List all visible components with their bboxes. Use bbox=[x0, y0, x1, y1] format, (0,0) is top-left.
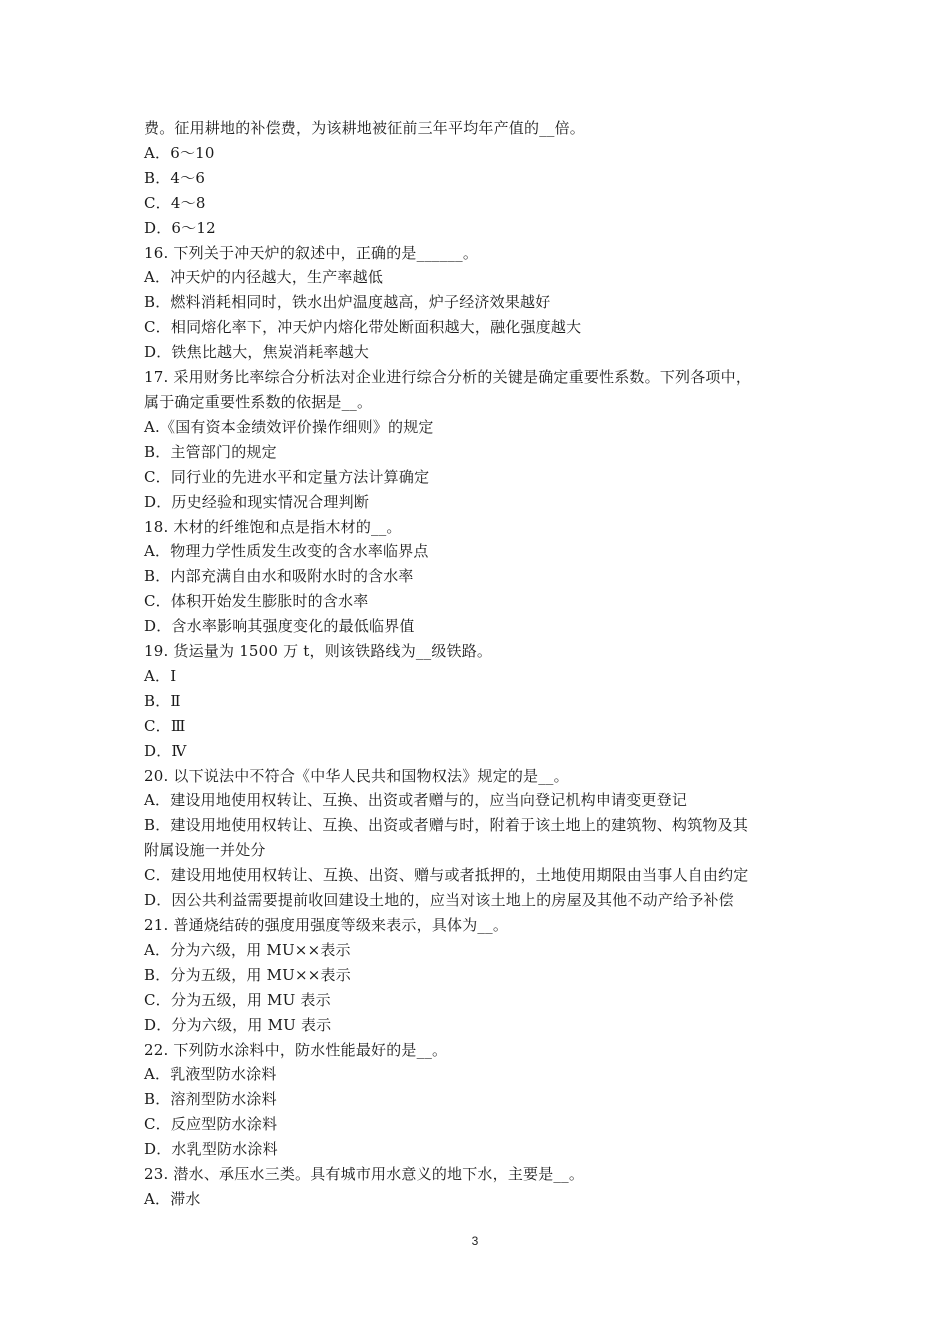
option-line-continued: 附属设施一并处分 bbox=[144, 841, 266, 860]
option-line: C．4～8 bbox=[144, 193, 206, 212]
option-line: D．铁焦比越大，焦炭消耗率越大 bbox=[144, 343, 370, 362]
option-line: D．含水率影响其强度变化的最低临界值 bbox=[144, 617, 415, 636]
option-line: B．建设用地使用权转让、互换、出资或者赠与时，附着于该土地上的建筑物、构筑物及其 bbox=[144, 816, 749, 835]
option-line: B．内部充满自由水和吸附水时的含水率 bbox=[144, 567, 414, 586]
question-20: 20. 以下说法中不符合《中华人民共和国物权法》规定的是__。 bbox=[144, 766, 569, 785]
option-line: B．4～6 bbox=[144, 168, 206, 187]
option-line: A．6～10 bbox=[144, 143, 215, 162]
question-17-continued: 属于确定重要性系数的依据是__。 bbox=[144, 392, 373, 411]
question-23: 23. 潜水、承压水三类。具有城市用水意义的地下水，主要是__。 bbox=[144, 1165, 585, 1184]
option-line: D．分为六级，用 MU 表示 bbox=[144, 1015, 332, 1034]
option-line: B．Ⅱ bbox=[144, 691, 181, 710]
option-line: A.《国有资本金绩效评价操作细则》的规定 bbox=[144, 417, 434, 436]
option-line: C．分为五级，用 MU 表示 bbox=[144, 990, 331, 1009]
option-line: B．燃料消耗相同时，铁水出炉温度越高，炉子经济效果越好 bbox=[144, 293, 551, 312]
option-line: A．物理力学性质发生改变的含水率临界点 bbox=[144, 542, 429, 561]
option-line: D．6～12 bbox=[144, 218, 216, 237]
option-line: A．冲天炉的内径越大，生产率越低 bbox=[144, 268, 384, 287]
option-line: C．反应型防水涂料 bbox=[144, 1115, 278, 1134]
option-line: C．相同熔化率下，冲天炉内熔化带处断面积越大，融化强度越大 bbox=[144, 318, 582, 337]
option-line: C．同行业的先进水平和定量方法计算确定 bbox=[144, 467, 430, 486]
document-body bbox=[144, 116, 810, 1212]
option-line: A．滞水 bbox=[144, 1189, 201, 1208]
question-16: 16. 下列关于冲天炉的叙述中，正确的是______。 bbox=[144, 243, 479, 262]
question-17: 17. 采用财务比率综合分析法对企业进行综合分析的关键是确定重要性系数。下列各项中， bbox=[144, 368, 752, 387]
option-line: C．Ⅲ bbox=[144, 716, 186, 735]
option-line: C．体积开始发生膨胀时的含水率 bbox=[144, 592, 369, 611]
option-line: A．分为六级，用 MU××表示 bbox=[144, 940, 351, 959]
option-line: D．水乳型防水涂料 bbox=[144, 1140, 278, 1159]
question-21: 21. 普通烧结砖的强度用强度等级来表示，具体为__。 bbox=[144, 916, 509, 934]
page-number: 3 bbox=[471, 1234, 479, 1248]
question-18: 18. 木材的纤维饱和点是指木材的__。 bbox=[144, 517, 402, 536]
option-line: D．因公共利益需要提前收回建设土地的，应当对该土地上的房屋及其他不动产给予补偿 bbox=[144, 891, 734, 910]
option-line: A．乳液型防水涂料 bbox=[144, 1065, 277, 1084]
option-line: B．分为五级，用 MU××表示 bbox=[144, 965, 351, 984]
question-22: 22. 下列防水涂料中，防水性能最好的是__。 bbox=[144, 1040, 448, 1059]
option-line: A．Ⅰ bbox=[144, 666, 177, 685]
option-line: D．Ⅳ bbox=[144, 741, 187, 760]
question-19: 19. 货运量为 1500 万 t，则该铁路线为__级铁路。 bbox=[144, 642, 493, 661]
option-line: D．历史经验和现实情况合理判断 bbox=[144, 492, 370, 511]
option-line: A．建设用地使用权转让、互换、出资或者赠与的，应当向登记机构申请变更登记 bbox=[144, 791, 688, 810]
option-line: B．溶剂型防水涂料 bbox=[144, 1090, 277, 1109]
option-line: B．主管部门的规定 bbox=[144, 442, 277, 461]
option-line: C．建设用地使用权转让、互换、出资、赠与或者抵押的，土地使用期限由当事人自由约定 bbox=[144, 866, 749, 885]
text-line: 费。征用耕地的补偿费，为该耕地被征前三年平均年产值的__倍。 bbox=[144, 119, 586, 137]
